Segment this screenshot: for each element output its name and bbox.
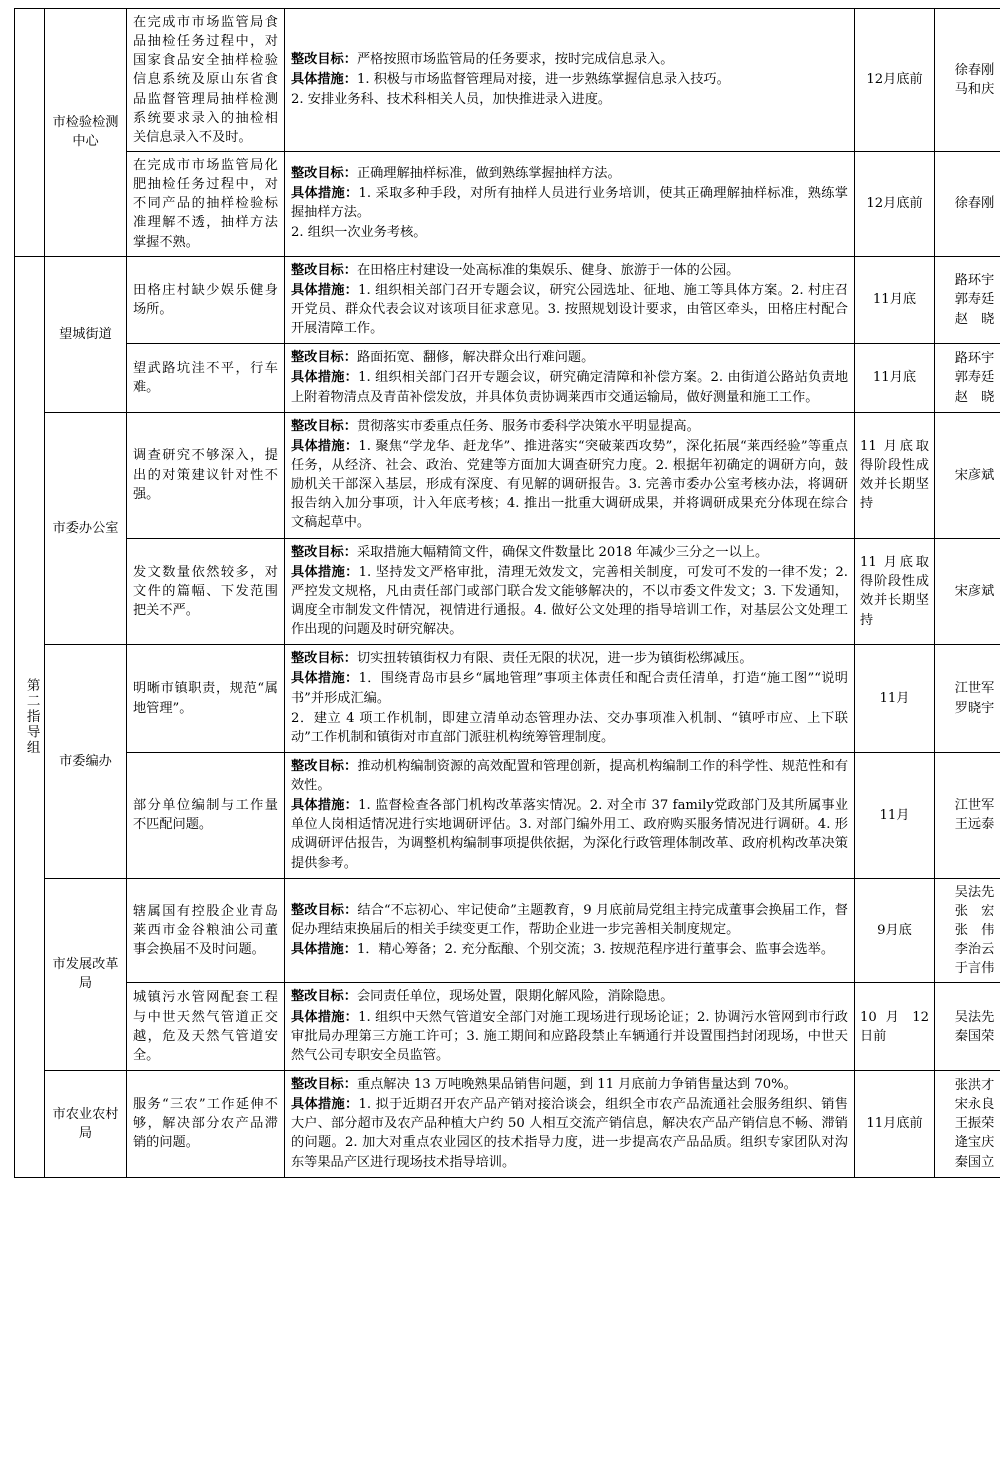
- goal-text: 正确理解抽样标准，做到熟练掌握抽样方法。: [356, 166, 621, 182]
- person-name: 吴法先: [954, 1009, 995, 1025]
- issue-cell: 明晰市镇职责，规范“属地管理”。: [127, 645, 285, 753]
- goal-line: [291, 543, 848, 562]
- person-name: 张洪才: [954, 1078, 995, 1094]
- department-cell: 市检验检测中心: [45, 9, 127, 257]
- measure-line: [291, 563, 848, 640]
- person-name: 赵 晓: [954, 389, 995, 405]
- goal-label: 整改目标：: [291, 51, 357, 67]
- measure-line: [291, 669, 848, 707]
- department-cell: 市委编办: [45, 645, 127, 879]
- table-row: [15, 1071, 1000, 1178]
- responsible-person-cell: [935, 256, 1000, 344]
- person-name: 张 宏: [954, 903, 995, 919]
- person-name: 逄宝庆: [954, 1135, 995, 1151]
- measure-text: 2. 安排业务科、技术科相关人员，加快推进录入进度。: [291, 92, 612, 108]
- measure-text: 1. 组织相关部门召开专题会议，研究公园选址、征地、施工等具体方案。2. 村庄召开党员、群众代表会议对该项目征求意见。3. 按照规划设计要求，由管区牵头，田格庄村配合开展清障工作。: [291, 282, 849, 337]
- department-cell: 市发展改革局: [45, 878, 127, 1070]
- person-name: 秦国立: [954, 1154, 995, 1170]
- measure-cell: [285, 878, 855, 983]
- measure-label: 具体措施：: [291, 564, 359, 580]
- person-name: 罗晓宇: [954, 700, 995, 716]
- guidance-group-text: 第二指导组: [23, 677, 40, 756]
- table-row: [15, 752, 1000, 878]
- measure-cell: [285, 645, 855, 753]
- measure-text: 1. 组织相关部门召开专题会议，研究确定清障和补偿方案。2. 由街道公路站负责地上附着物清点及青苗补偿发放，并具体负责协调莱西市交通运输局，做好测量和施工工作。: [291, 370, 849, 405]
- responsible-person-cell: [935, 412, 1000, 538]
- responsible-person-cell: [935, 878, 1000, 983]
- deadline-cell: 11 月底取得阶段性成效并长期坚持: [855, 538, 935, 645]
- goal-line: [291, 757, 848, 795]
- deadline-cell: 11月底: [855, 344, 935, 412]
- measure-label: 具体措施：: [291, 438, 359, 454]
- table-row: [15, 256, 1000, 344]
- person-name: 徐春刚: [954, 196, 995, 212]
- measure-line: [291, 796, 848, 873]
- goal-text: 会同责任单位，现场处置，限期化解风险，消除隐患。: [356, 989, 674, 1005]
- goal-text: 切实扭转镇街权力有限、责任无限的状况，进一步为镇街松绑减压。: [356, 651, 753, 667]
- measure-line: [291, 70, 848, 89]
- department-cell: 市农业农村局: [45, 1071, 127, 1178]
- issue-cell: 服务“三农”工作延伸不够，解决部分农产品滞销的问题。: [127, 1071, 285, 1178]
- issue-cell: 发文数量依然较多，对文件的篇幅、下发范围把关不严。: [127, 538, 285, 645]
- measure-cell: [285, 538, 855, 645]
- measure-line: [291, 90, 848, 109]
- goal-text: 路面拓宽、翻修，解决群众出行难问题。: [356, 350, 595, 366]
- department-cell: 望城街道: [45, 256, 127, 412]
- deadline-cell: 11月: [855, 645, 935, 753]
- measure-label: 具体措施：: [291, 1009, 359, 1025]
- measure-cell: [285, 344, 855, 412]
- deadline-cell: 11月底: [855, 256, 935, 344]
- issue-cell: 部分单位编制与工作量不匹配问题。: [127, 752, 285, 878]
- person-name: 江世军: [954, 798, 995, 814]
- responsible-person-cell: [935, 645, 1000, 753]
- measure-line: [291, 281, 848, 338]
- measure-label: 具体措施：: [291, 671, 359, 687]
- deadline-cell: 12月底前: [855, 9, 935, 152]
- person-name: 马和庆: [954, 81, 995, 97]
- table-row: [15, 878, 1000, 983]
- issue-cell: 在完成市市场监管局食品抽检任务过程中，对国家食品安全抽样检验信息系统及原山东省食品监督管理局抽样检测系统要求录入的抽检相关信息录入不及时。: [127, 9, 285, 152]
- table-body: [15, 9, 1000, 1178]
- measure-cell: [285, 256, 855, 344]
- person-name: 路环宇: [954, 273, 995, 289]
- person-name: 宋彦斌: [954, 467, 995, 483]
- goal-line: [291, 1075, 848, 1094]
- rectification-table: [14, 8, 1000, 1178]
- responsible-person-cell: [935, 983, 1000, 1071]
- deadline-cell: 10 月 12 日前: [855, 983, 935, 1071]
- issue-cell: 望武路坑洼不平，行车难。: [127, 344, 285, 412]
- measure-line: [291, 940, 848, 959]
- person-name: 赵 晓: [954, 311, 995, 327]
- goal-text: 结合“不忘初心、牢记使命”主题教育，9 月底前局党组主持完成董事会换届工作，督促办理结束换届后的相关手续变更工作，帮助企业进一步完善相关制度规定。: [291, 902, 848, 938]
- responsible-person-cell: [935, 538, 1000, 645]
- goal-label: 整改目标：: [291, 758, 358, 774]
- measure-cell: [285, 151, 855, 256]
- person-name: 宋永良: [954, 1097, 995, 1113]
- measure-text: 2．建立 4 项工作机制，即建立清单动态管理办法、交办事项准入机制、“镇呼市应、上下联动”工作机制和镇街对市直部门派驻机构统筹管理制度。: [291, 710, 848, 745]
- person-name: 吴法先: [954, 884, 995, 900]
- measure-label: 具体措施：: [291, 942, 357, 958]
- measure-text: 1. 积极与市场监督管理局对接，进一步熟练掌握信息录入技巧。: [356, 71, 730, 87]
- goal-text: 贯彻落实市委重点任务、服务市委科学决策水平明显提高。: [356, 418, 700, 434]
- deadline-cell: 12月底前: [855, 151, 935, 256]
- measure-line: [291, 223, 848, 242]
- goal-label: 整改目标：: [291, 418, 357, 434]
- person-name: 王远泰: [954, 817, 995, 833]
- measure-text: 1. 坚持发文严格审批，清理无效发文，完善相关制度，可发可不发的一律不发；2. 严控发文规格，凡由责任部门或部门联合发文能够解决的，不以市委文件发文；3. 下发通知，调度全市制发文件情况，视情进行通报。4. 做好公文处理的指导培训工作，对基层公文处理工作出现的问题及时研究解决。: [291, 564, 849, 638]
- department-cell: 市委办公室: [45, 412, 127, 645]
- person-name: 于言伟: [954, 961, 995, 977]
- goal-label: 整改目标：: [291, 262, 357, 278]
- table-row: [15, 983, 1000, 1071]
- measure-line: [291, 368, 848, 406]
- measure-cell: [285, 9, 855, 152]
- deadline-cell: 11月底前: [855, 1071, 935, 1178]
- measure-text: 1. 聚焦“学龙华、赶龙华”、推进落实“突破莱西攻势”，深化拓展“莱西经验”等重点任务，从经济、社会、政治、党建等方面加大调查研究力度。2. 根据年初确定的调研方向，鼓励机关干部深入基层，形成有深度、有见解的调研报告。3. 完善市委办公室考核办法，将调研报告纳入加分事项，计入年底考核；4. 推出一批重大调研成果，并将调研成果充分体现在综合文稿起草中。: [291, 438, 848, 531]
- goal-label: 整改目标：: [291, 989, 357, 1005]
- person-name: 徐春刚: [954, 62, 995, 78]
- goal-label: 整改目标：: [291, 902, 358, 918]
- deadline-cell: 11月: [855, 752, 935, 878]
- goal-line: [291, 164, 848, 183]
- guidance-group-label: [15, 256, 45, 1177]
- issue-cell: 城镇污水管网配套工程与中世天然气管道正交越，危及天然气管道安全。: [127, 983, 285, 1071]
- person-name: 宋彦斌: [954, 583, 995, 599]
- person-name: 江世军: [954, 681, 995, 697]
- responsible-person-cell: [935, 151, 1000, 256]
- measure-line: [291, 437, 848, 533]
- deadline-cell: 9月底: [855, 878, 935, 983]
- issue-cell: 在完成市市场监管局化肥抽检任务过程中，对不同产品的抽样检验标准理解不透，抽样方法掌握不熟。: [127, 151, 285, 256]
- measure-text: 1. 拟于近期召开农产品产销对接洽谈会，组织全市农产品流通社会服务组织、销售大户、部分超市及农产品种植大户约 50 人相互交流产销信息，解决农产品产销信息不畅、滞销的问题。2. 加大对重点农业园区的技术指导力度，进一步提高农产品品质。组织专家团队对沟东等果品产区进行现场技术指导培训。: [291, 1097, 848, 1170]
- measure-cell: [285, 412, 855, 538]
- measure-line: [291, 184, 848, 222]
- goal-line: [291, 50, 848, 69]
- goal-text: 重点解决 13 万吨晚熟果品销售问题，到 11 月底前力争销售量达到 70%。: [356, 1077, 797, 1093]
- person-name: 李治云: [954, 942, 995, 958]
- table-row: [15, 538, 1000, 645]
- goal-text: 严格按照市场监管局的任务要求，按时完成信息录入。: [356, 51, 674, 67]
- goal-line: [291, 261, 848, 280]
- goal-label: 整改目标：: [291, 166, 357, 182]
- table-row: [15, 412, 1000, 538]
- goal-line: [291, 348, 848, 367]
- deadline-cell: 11 月底取得阶段性成效并长期坚持: [855, 412, 935, 538]
- person-name: 郭寿廷: [954, 370, 995, 386]
- responsible-person-cell: [935, 344, 1000, 412]
- measure-cell: [285, 983, 855, 1071]
- measure-line: [291, 709, 848, 747]
- measure-text: 1．围绕青岛市县乡“属地管理”事项主体责任和配合责任清单，打造“施工图”“说明书”并形成汇编。: [291, 671, 848, 706]
- person-name: 郭寿廷: [954, 292, 995, 308]
- measure-text: 2. 组织一次业务考核。: [291, 225, 427, 241]
- person-name: 路环宇: [954, 351, 995, 367]
- goal-line: [291, 649, 848, 668]
- goal-line: [291, 901, 848, 939]
- responsible-person-cell: [935, 1071, 1000, 1178]
- table-row: [15, 151, 1000, 256]
- goal-line: [291, 987, 848, 1006]
- goal-text: 采取措施大幅精简文件，确保文件数量比 2018 年减少三分之一以上。: [356, 544, 769, 560]
- goal-label: 整改目标：: [291, 651, 357, 667]
- issue-cell: 调查研究不够深入，提出的对策建议针对性不强。: [127, 412, 285, 538]
- measure-cell: [285, 752, 855, 878]
- measure-text: 1. 组织中天然气管道安全部门对施工现场进行现场论证；2. 协调污水管网到市行政审批局办理第三方施工许可；3. 施工期间和应路段禁止车辆通行并设置围挡封闭现场，中世天然气公司专职安全员监管。: [291, 1009, 848, 1063]
- measure-text: 1. 采取多种手段，对所有抽样人员进行业务培训，使其正确理解抽样标准，熟练掌握抽样方法。: [291, 186, 848, 221]
- person-name: 王振荣: [954, 1116, 995, 1132]
- measure-line: [291, 1095, 848, 1172]
- issue-cell: 田格庄村缺少娱乐健身场所。: [127, 256, 285, 344]
- responsible-person-cell: [935, 752, 1000, 878]
- person-name: 秦国荣: [954, 1028, 995, 1044]
- issue-cell: 辖属国有控股企业青岛莱西市金谷粮油公司董事会换届不及时问题。: [127, 878, 285, 983]
- goal-text: 在田格庄村建设一处高标准的集娱乐、健身、旅游于一体的公园。: [356, 262, 740, 278]
- goal-line: [291, 417, 848, 436]
- measure-label: 具体措施：: [291, 798, 359, 814]
- table-row: [15, 344, 1000, 412]
- person-name: 张 伟: [954, 923, 995, 939]
- goal-label: 整改目标：: [291, 544, 357, 560]
- table-row: [15, 645, 1000, 753]
- table-row: [15, 9, 1000, 152]
- goal-label: 整改目标：: [291, 350, 357, 366]
- measure-text: 1．精心筹备；2. 充分酝酿、个别交流；3. 按规范程序进行董事会、监事会选举。: [356, 942, 835, 958]
- goal-label: 整改目标：: [291, 1077, 357, 1093]
- group-cell-empty: [15, 9, 45, 257]
- measure-cell: [285, 1071, 855, 1178]
- measure-line: [291, 1008, 848, 1065]
- measure-label: 具体措施：: [291, 370, 359, 386]
- responsible-person-cell: [935, 9, 1000, 152]
- measure-label: 具体措施：: [291, 71, 357, 87]
- measure-label: 具体措施：: [291, 282, 359, 298]
- measure-label: 具体措施：: [291, 186, 359, 202]
- measure-label: 具体措施：: [291, 1097, 359, 1113]
- goal-text: 推动机构编制资源的高效配置和管理创新，提高机构编制工作的科学性、规范性和有效性。: [291, 758, 849, 794]
- measure-text: 1. 监督检查各部门机构改革落实情况。2. 对全市 37 family党政部门及其所属事业单位人岗相适情况进行实地调研评估。3. 对部门编外用工、政府购买服务情况进行调研。4. 形成调研评估报告，为调整机构编制事项提供依据，为深化行政管理体制改革、政府机构改革决策提供参考。: [291, 798, 849, 871]
